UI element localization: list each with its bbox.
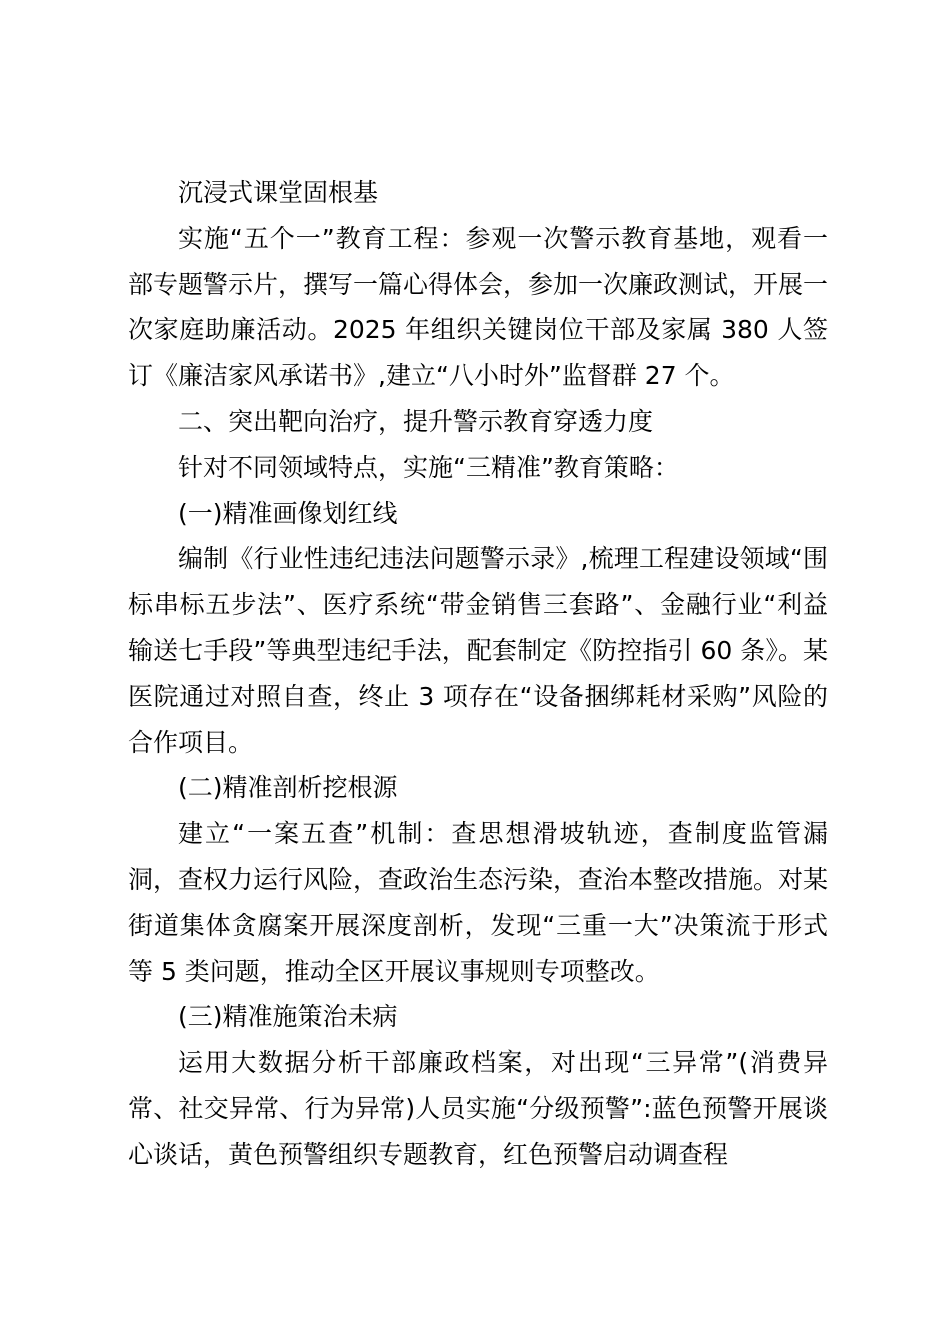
paragraph-warning-record: 编制《行业性违纪违法问题警示录》,梳理工程建设领域“围标串标五步法”、医疗系统“带金销售三套路”、金融行业“利益输送七手段”等典型违纪手法，配套制定《防控指引 60 条》。某医院通过对照自查，终止 3 项存在“设备捆绑耗材采购”风险的合作项目。 <box>128 544 828 757</box>
paragraph-subheading-immersive-classroom: 沉浸式课堂固根基 <box>178 178 379 207</box>
section-heading-two: 二、突出靶向治疗，提升警示教育穿透力度 <box>178 406 654 436</box>
paragraph-three-precision-intro: 针对不同领域特点，实施“三精准”教育策略： <box>178 452 679 482</box>
subsection-heading-one: (一)精准画像划红线 <box>178 498 398 528</box>
paragraph-one-case-five-checks: 建立“一案五查”机制：查思想滑坡轨迹，查制度监管漏洞，查权力运行风险，查政治生态污染，查治本整改措施。对某街道集体贪腐案开展深度剖析，发现“三重一大”决策流于形式等 5 类问题，推动全区开展议事规则专项整改。 <box>128 819 829 986</box>
paragraph-big-data-warning: 运用大数据分析干部廉政档案，对出现“三异常”(消费异常、社交异常、行为异常)人员实施“分级预警”:蓝色预警开展谈心谈话，黄色预警组织专题教育，红色预警启动调查程 <box>128 1048 828 1169</box>
subsection-heading-two: (二)精准剖析挖根源 <box>178 773 398 803</box>
subsection-heading-three: (三)精准施策治未病 <box>178 1002 398 1032</box>
document-body <box>128 170 828 1178</box>
paragraph-five-ones-program: 实施“五个一”教育工程：参观一次警示教育基地，观看一部专题警示片，撰写一篇心得体会，参加一次廉政测试，开展一次家庭助廉活动。2025 年组织关键岗位干部及家属 380 人签订《廉洁家风承诺书》,建立“八小时外”监督群 27 个。 <box>128 223 829 391</box>
